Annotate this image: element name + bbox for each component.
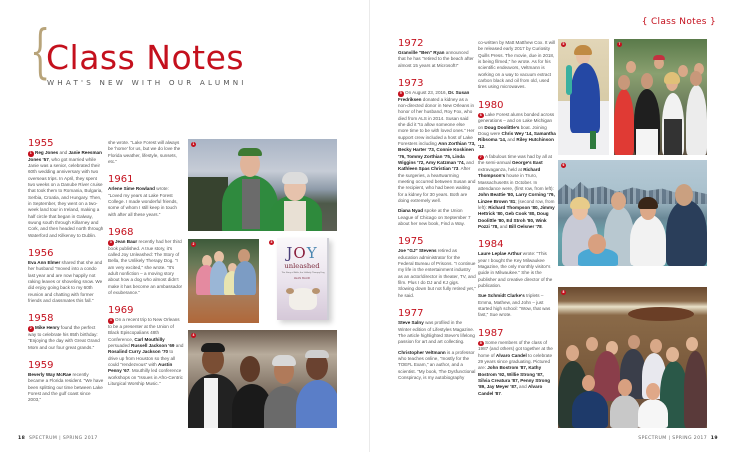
note-text: house in Truro, Massachusetts in October. In attendance were, (first row, from left): — [478, 173, 554, 191]
left-footer — [18, 436, 98, 441]
alumni-name: Doug Doolittle's — [484, 124, 520, 130]
red-cap — [653, 55, 665, 60]
page-number: 18 — [18, 436, 26, 441]
photo-4-group-of-four — [188, 330, 337, 428]
book-joy-unleashed — [277, 238, 329, 320]
note-text: and — [498, 223, 509, 229]
note-text: and — [174, 342, 184, 348]
note-text: A fabulous time was had by all at the semi-annual — [478, 153, 552, 166]
photo-8-class-of-1987 — [558, 287, 707, 428]
photo-number-badge: 8 — [562, 290, 565, 294]
note-text: Lake Forest alums bonded across generations – and on Lake Michigan on — [478, 111, 555, 130]
head — [618, 75, 630, 90]
note-text: , who got married while Janie was a senior, celebrated their 60th wedding anniversary with two overseas trips. In April, they spent two weeks on a Danube River cruise that took them to Romania, Bulgaria, Serbia, Croatia, and Hungary. Then, in September, they went on a two-week land tour in Ireland, making a half circle that began in Galway, swung south through Killarney and Cork, and then headed north through Waterford and Kilkenny to Dublin. — [28, 156, 104, 238]
person-white-shirt — [686, 85, 707, 155]
photo-ref-badge: 6 — [479, 112, 482, 117]
alumni-name: Eva Ann Elmer — [28, 259, 61, 265]
note-text: wrote: "Loved my years at Lake Forest College. I made wonderful friends, some of whom I still keep in touch with after all these years." — [108, 186, 178, 217]
head — [240, 356, 260, 382]
class-note-1977 — [398, 320, 476, 345]
alumni-name: Dr. Susan Fredriksen — [398, 90, 470, 102]
note-text: extravaganza, held at — [478, 166, 524, 172]
alumni-name: Arlene Sime Rowland — [108, 186, 155, 192]
photo-7-group-outdoors — [614, 39, 707, 155]
class-note-1973-b — [398, 208, 476, 227]
note-text: and — [517, 384, 528, 390]
head — [641, 73, 653, 89]
blonde-hair — [570, 197, 590, 209]
head — [686, 337, 698, 351]
photo-number-badge: 3 — [270, 240, 273, 244]
publication-name: SPECTRUM | SPRING 2017 — [28, 436, 98, 441]
wagon-wheel-chandelier — [628, 307, 694, 321]
alumni-name: Beverly Way McRae — [28, 371, 72, 377]
head — [566, 345, 579, 361]
white-shirt — [204, 378, 218, 428]
note-text: persuaded — [108, 342, 131, 348]
class-note-1980-b — [478, 154, 556, 230]
class-year-1987: 1987 — [478, 327, 504, 339]
note-text: . — [500, 390, 503, 396]
note-text: wrote: "This year I bought the Key Milwaukee Magazine, the only monthly visitor's guide in Milwaukee." She is the publisher and creative director of the publication. — [478, 251, 553, 288]
blonde-hair — [664, 72, 680, 84]
class-note-1987 — [478, 340, 556, 397]
class-year-1984: 1984 — [478, 239, 504, 251]
note-text: announced that he has "retired to the beach after almost 15 years at Microsoft!" — [398, 50, 474, 68]
class-note-1984 — [478, 251, 556, 289]
class-year-1955: 1955 — [28, 138, 54, 149]
white-hair — [272, 355, 296, 366]
photo-5-woman-hospital — [558, 39, 609, 155]
right-column-1 — [398, 38, 476, 385]
note-text: ; (second row, from left): — [478, 198, 555, 210]
alumni-name: Laure Leplae Arthur — [478, 251, 522, 257]
class-note-1972 — [398, 50, 476, 69]
book-title-unleashed: unleashed — [284, 262, 320, 270]
photo-number-badge: 2 — [192, 242, 195, 246]
head — [675, 184, 693, 206]
cardigan — [284, 201, 306, 231]
note-text: to celebrate 29 years since graduating. Pictured are: — [478, 352, 553, 371]
person-woman-white — [630, 214, 666, 266]
alumni-name: Carl Mouthilly — [134, 336, 165, 342]
note-text: and — [506, 137, 517, 143]
note-text: and — [58, 150, 69, 155]
class-year-1961: 1961 — [108, 174, 134, 186]
class-note-1958 — [28, 325, 104, 351]
book-title-j: J — [286, 244, 294, 262]
head — [666, 347, 679, 362]
alumni-name: Richard Thompson's — [478, 166, 541, 179]
publication-name: SPECTRUM | SPRING 2017 — [638, 436, 708, 441]
left-column-1 — [28, 138, 104, 408]
person-plaid-right — [684, 351, 707, 428]
class-year-1977: 1977 — [398, 308, 424, 320]
class-year-1969: 1969 — [108, 305, 134, 317]
vest — [242, 179, 260, 229]
alumni-name: Jean Baur — [115, 239, 138, 245]
green-sock — [590, 131, 596, 149]
photo-ref-badge: 4 — [109, 318, 112, 323]
class-year-1980: 1980 — [478, 99, 504, 111]
class-note-1980 — [478, 112, 556, 150]
note-text: found the perfect way to celebrate his 85th birthday: "Enjoying the day with Great Grand Mom and our four great grands." — [28, 325, 100, 350]
note-text: to drive up from Houston so they all could "rendezvous" with — [108, 349, 176, 367]
page-number: 19 — [710, 436, 718, 441]
head — [690, 71, 702, 86]
photo-number-badge: 7 — [618, 42, 621, 46]
photo-number-badge: 1 — [192, 142, 195, 146]
head — [678, 65, 688, 77]
note-text: Some members of the class of 1987 (and others) got together at the home of — [478, 339, 553, 358]
alumni-name: Bill Oelsner '78 — [508, 223, 542, 229]
alumni-names: Ann Zorthian '73, Becky Harter '73, Connie Koskinen '76, Tommy Zorthian '75, Linda Wiggins '72, Amy Katzman '74, — [398, 140, 476, 165]
note-text: was profiled in the Winter edition of Lifestyles Magazine. The article highlighted Steve's lifelong passion for art and art collecting. — [398, 320, 475, 345]
note-text: . — [541, 223, 544, 229]
head — [588, 234, 606, 254]
person-blue-dress — [570, 63, 600, 133]
person — [234, 261, 256, 295]
class-year-1959: 1959 — [28, 359, 54, 371]
alumni-name: Sue Schmidt Clarke's — [478, 293, 525, 299]
person-man-blue-shirt — [296, 380, 337, 428]
class-year-1956: 1956 — [28, 247, 54, 259]
head — [586, 337, 598, 351]
book-subtitle: The Story of Bella, the Unlikely Therapy Dog — [281, 272, 325, 274]
class-note-1984-b — [478, 293, 556, 318]
class-note-1968 — [108, 239, 184, 296]
book-title-o: O — [293, 244, 307, 262]
head — [628, 335, 640, 349]
head — [626, 61, 636, 73]
person-navy-hoodie — [572, 391, 608, 428]
alumni-names: John Beattie '80, Larry Corning '79, Linzee Brown '81 — [478, 192, 555, 204]
alumni-name: Reg Jones — [35, 150, 59, 155]
head — [582, 375, 595, 391]
white-hair — [282, 172, 308, 184]
note-text: spoke at the Union League of Chicago on September 7 about her new book, Find a Way. — [398, 208, 471, 227]
note-text: recently had her third book published. A true story, it's called Joy Unleashed: The Story of Bella, the Unlikely Therapy Dog. "I am very excited," she wrote. "It's adult nonfiction – a moving story about how a dog who almost didn't make it has become an ambassador of exuberance." — [108, 239, 183, 295]
alumni-name: Joe "GJ" Stevens — [398, 248, 437, 254]
page-subtitle: WHAT'S NEW WITH OUR ALUMNI — [47, 78, 247, 87]
note-text: donated a kidney as a non-directed donor in New Orleans in honor of her husband, Roy Fox, who died from ALS in 2014. Susan said she did it "to allow someone else more time to be with loved ones." Her support crew included a host of Lake Foresters including — [398, 96, 475, 146]
class-note-1975 — [398, 248, 476, 299]
class-year-1973: 1973 — [398, 78, 424, 90]
photo-ref-badge: 7 — [479, 154, 482, 159]
alumni-name: Diana Nyad — [398, 208, 424, 214]
note-text: boat. Joining Doug were — [478, 124, 547, 136]
class-note-1973 — [398, 90, 476, 204]
class-year-1975: 1975 — [398, 236, 424, 248]
left-column-2 — [108, 140, 184, 391]
alumni-name: Rosalind Curry Jackson '70 — [108, 349, 169, 355]
photo-ref-badge: 5 — [399, 91, 402, 96]
note-text: recently became a Florida resident. "We have been splitting our time between Lake Forest and the gulf coast since 2003," — [28, 371, 104, 403]
alumni-name: Kathleen Spas Christian '73 — [398, 166, 459, 172]
head — [611, 192, 626, 210]
book-author: JEAN BAUR — [293, 277, 311, 280]
book-title-y: Y — [306, 244, 318, 262]
class-note-1955 — [28, 150, 104, 239]
class-year-1972: 1972 — [398, 38, 424, 49]
note-text: triplets – Emma, Mathew, and John – just started high school: "Wow, that was fast," Sue wrote. — [478, 293, 551, 318]
right-page — [370, 0, 740, 452]
class-note-1961 — [108, 186, 184, 218]
dog-ear — [312, 288, 320, 294]
class-note-1969 — [108, 317, 184, 387]
alumni-names: Richard Thompson '80, Jimmy Hettrick '80, Geb Cook '80, Doug Doolittle '80, Ed Stroh '80, Wink Pozzi '78, — [478, 204, 555, 229]
class-note-1959-continued: she wrote. "Lake Forest will always be 'home' for us, but we do love the Florida weather, lifestyle, sunsets, etc." — [108, 140, 181, 165]
head — [646, 383, 660, 400]
right-footer — [638, 436, 718, 441]
photo-number-badge: 6 — [562, 163, 565, 167]
alumni-name: Granville "Ben" Ryan — [398, 50, 445, 55]
photo-ref-badge: 3 — [109, 240, 112, 245]
head — [650, 339, 662, 353]
class-year-1958: 1958 — [28, 313, 54, 325]
alumni-name: Russell Jackson '69 — [131, 342, 175, 348]
person-check-shirt — [610, 395, 640, 428]
alumni-names: Chris Wey '14, Samantha Ribsoma '14, — [478, 130, 556, 143]
photo-1-couple-cliffs — [188, 139, 337, 231]
class-note-1977-b — [398, 350, 476, 382]
class-year-1968: 1968 — [108, 227, 134, 239]
person-man-navy — [666, 200, 707, 266]
dog-ear — [286, 288, 294, 294]
note-text: . — [484, 143, 486, 149]
note-text: shared that she and her husband "moved into a condo last year and are now happily not raking leaves or shoveling snow. We did enjoy going back to my 60th reunion and chatting with former friends and classmates this fall." — [28, 259, 103, 304]
page-title: Class Notes — [46, 38, 245, 77]
photo-number-badge: 4 — [192, 333, 195, 337]
black-cap — [201, 343, 225, 352]
class-note-1956 — [28, 260, 104, 304]
note-text: and — [464, 159, 474, 165]
class-note-1959 — [28, 372, 104, 404]
right-column-2 — [478, 40, 556, 401]
green-cap — [238, 148, 262, 156]
teal-sleeve — [566, 65, 572, 95]
note-text: retired as education administrator for the Federal Bureau of Prisons. "I continue my life in the entertainment industry as an actor/director in theater, TV, and film. Plus I do DJ and KJ gigs. Slowing down but not fully retired yet," he said. — [398, 248, 476, 298]
title-brace-ornament: { — [30, 17, 51, 85]
white-skirt — [636, 129, 658, 155]
person-red-top — [614, 89, 634, 155]
alumni-name: Janie Reesman Jones '57 — [28, 150, 102, 162]
photo-6-boat-skyline — [558, 160, 707, 266]
alumni-name: Alvaro Candel '87 — [478, 384, 543, 396]
dog-illustration — [289, 288, 317, 310]
alumni-name: Alvaro Candel — [495, 352, 527, 358]
photo-ref-badge: 1 — [29, 151, 32, 155]
alumni-name: Riley Hutchinson '12 — [478, 137, 554, 149]
patterned-skirt — [664, 119, 682, 155]
note-text: is a professor who teaches online, "mostly for the TOEFL Exam," an author, and a scientist. "My book, The Dysfunctional Conspiracy, is my autobiography — [398, 349, 476, 380]
dark-hair — [638, 197, 658, 209]
alumni-name: Steve Salny — [398, 320, 424, 326]
section-header: { Class Notes } — [641, 17, 716, 27]
book-title — [277, 244, 327, 262]
photo-ref-badge: 2 — [29, 326, 32, 331]
person-white-tee — [638, 399, 668, 428]
class-note-1977-continued: co-written by Matt Matthew Cox. It will be released early 2017 by Curiosity Quills Press. The movie, due in 2018, is being filmed," he wrote. As for his scientific endeavors, Veltmann is working on a way to vacuum extract carbon black and oil from old, used tires using microwaves. — [478, 40, 556, 90]
alumni-names: John Bostrom '87, Kathy Bostrom '92, Willie Strong '87, Silvia Creatura '87, Penny Strong '89, Jay Meyer '87, — [478, 365, 551, 390]
alumni-name: Mike Henry — [35, 325, 60, 331]
note-text: On a recent trip to New Orleans to be a presenter at the Union of Black Episcopalians 48th Conference, — [108, 317, 180, 342]
note-text: On August 23, 2016, — [405, 90, 449, 96]
alumni-name: Austin Penny '67 — [108, 361, 173, 374]
alumni-name: Christopher Veltmann — [398, 349, 446, 355]
photo-2-family — [188, 239, 259, 323]
note-text: . After the surgeries, a heartwarming meeting occurred between Susan and the recipient, who had been waiting for a kidney for 30 years. Both are doing extremely well. — [398, 166, 476, 204]
note-text: . Mouthilly led conference workshops on "Issues in Afro-Centric Liturgical Worship Music." — [108, 368, 183, 386]
event-name: George's East — [511, 160, 543, 166]
photo-number-badge: 5 — [562, 42, 565, 46]
hair — [574, 45, 592, 55]
grey-hair — [305, 350, 329, 358]
head — [618, 379, 632, 396]
photo-ref-badge: 8 — [479, 340, 482, 345]
